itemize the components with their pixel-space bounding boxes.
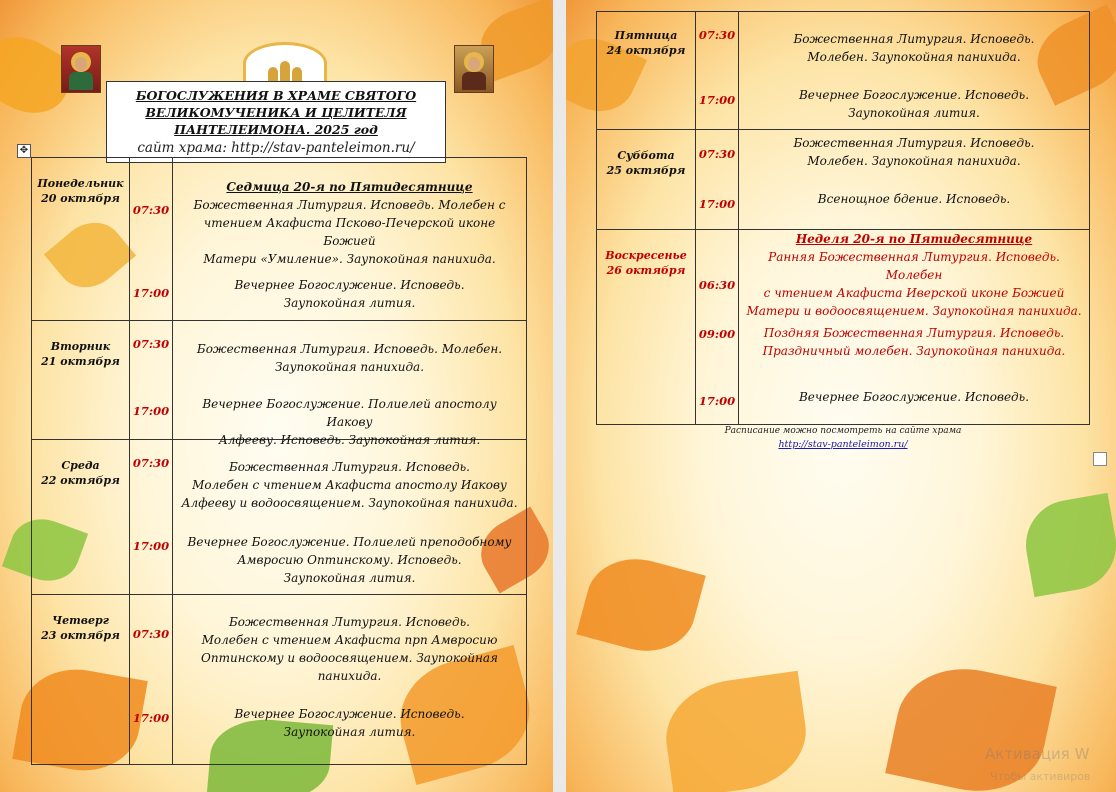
activation-watermark: Активация W bbox=[985, 745, 1090, 763]
title-line-3: ПАНТЕЛЕИМОНА. 2025 год bbox=[174, 122, 378, 137]
maple-leaf-decoration bbox=[576, 547, 706, 662]
time-cell bbox=[130, 158, 173, 321]
service-line: Заупокойная лития. bbox=[283, 296, 416, 310]
activation-watermark-sub: Чтобы активиров bbox=[990, 770, 1091, 783]
service-line: Божественная Литургия. Исповедь. Молебен. bbox=[196, 342, 503, 356]
service-block bbox=[179, 458, 520, 512]
service-time: 17:00 bbox=[132, 711, 170, 725]
service-line: Оптинскому и водоосвящением. Заупокойная bbox=[201, 651, 498, 665]
service-block bbox=[179, 340, 520, 376]
service-line: Алфееву и водоосвящением. Заупокойная панихида. bbox=[181, 496, 518, 510]
service-line: Праздничный молебен. Заупокойная панихида. bbox=[762, 344, 1066, 358]
service-line: Божественная Литургия. Исповедь. bbox=[228, 615, 470, 629]
service-block bbox=[745, 230, 1083, 320]
service-cell bbox=[739, 130, 1090, 230]
service-line: панихида. bbox=[317, 669, 382, 683]
table-row bbox=[32, 321, 527, 440]
time-cell bbox=[130, 440, 173, 595]
service-block bbox=[745, 324, 1083, 360]
day-name: Вторник bbox=[50, 340, 111, 353]
service-block bbox=[179, 613, 520, 685]
theotokos-icon bbox=[454, 45, 494, 93]
day-cell bbox=[32, 595, 130, 765]
day-name: Понедельник bbox=[37, 177, 124, 190]
service-block bbox=[745, 86, 1083, 122]
service-time: 17:00 bbox=[698, 197, 736, 211]
day-name: Пятница bbox=[614, 29, 678, 42]
service-block bbox=[179, 276, 520, 312]
footer-link-wrap bbox=[596, 439, 1090, 450]
service-time: 17:00 bbox=[132, 404, 170, 418]
service-line: Божественная Литургия. Исповедь. Молебен с bbox=[193, 198, 506, 212]
service-line: Вечернее Богослужение. Исповедь. bbox=[234, 278, 465, 292]
service-time: 17:00 bbox=[132, 539, 170, 553]
service-block bbox=[745, 30, 1083, 66]
service-line: Молебен. Заупокойная панихида. bbox=[807, 154, 1021, 168]
time-cell bbox=[130, 321, 173, 440]
day-cell bbox=[32, 158, 130, 321]
day-date: 24 октября bbox=[606, 44, 686, 57]
table-move-handle[interactable]: ✥ bbox=[17, 144, 31, 158]
service-line: Молебен. Заупокойная панихида. bbox=[807, 50, 1021, 64]
day-name: Суббота bbox=[617, 149, 675, 162]
service-line: чтением Акафиста Псково-Печерской иконе Божией bbox=[203, 216, 496, 248]
schedule-note: Расписание можно посмотреть на сайте храма bbox=[724, 426, 962, 436]
maple-leaf-decoration bbox=[659, 671, 813, 792]
day-cell bbox=[32, 440, 130, 595]
day-date: 25 октября bbox=[606, 164, 686, 177]
church-website: сайт храма: http://stav-panteleimon.ru/ bbox=[137, 140, 415, 156]
service-time: 07:30 bbox=[698, 28, 736, 42]
service-line: Всенощное бдение. Исповедь. bbox=[817, 192, 1011, 206]
day-cell bbox=[32, 321, 130, 440]
service-time: 17:00 bbox=[132, 286, 170, 300]
service-time: 07:30 bbox=[132, 337, 170, 351]
church-logo-icon bbox=[243, 42, 327, 85]
day-name: Воскресенье bbox=[605, 249, 687, 262]
service-block bbox=[745, 134, 1083, 170]
service-block bbox=[179, 178, 520, 268]
service-line: Божественная Литургия. Исповедь. bbox=[793, 136, 1035, 150]
service-line: Амвросию Оптинскому. Исповедь. bbox=[237, 553, 462, 567]
service-block bbox=[179, 705, 520, 741]
service-line: Божественная Литургия. Исповедь. bbox=[228, 460, 470, 474]
title-line-2: ВЕЛИКОМУЧЕНИКА И ЦЕЛИТЕЛЯ bbox=[145, 105, 407, 120]
service-cell bbox=[173, 321, 527, 447]
service-block bbox=[179, 533, 520, 587]
service-line: Матери и водоосвящением. Заупокойная панихида. bbox=[746, 304, 1082, 318]
service-line: Поздняя Божественная Литургия. Исповедь. bbox=[763, 326, 1065, 340]
website-link[interactable]: http://stav-panteleimon.ru/ bbox=[778, 439, 908, 450]
table-row bbox=[32, 440, 527, 595]
service-line: Вечернее Богослужение. Исповедь. bbox=[798, 88, 1030, 102]
saint-panteleimon-icon bbox=[61, 45, 101, 93]
day-date: 22 октября bbox=[41, 474, 120, 487]
time-cell bbox=[696, 12, 739, 130]
service-time: 06:30 bbox=[698, 278, 736, 292]
service-cell bbox=[173, 440, 527, 595]
schedule-table-page-1 bbox=[31, 157, 527, 765]
time-cell bbox=[696, 130, 739, 230]
service-line: Вечернее Богослужение. Полиелей апостолу Иакову bbox=[202, 397, 497, 429]
maple-leaf-decoration bbox=[1019, 493, 1116, 597]
service-line: Заупокойная лития. bbox=[283, 725, 416, 739]
service-line: Вечернее Богослужение. Исповедь. bbox=[234, 707, 465, 721]
table-row bbox=[32, 158, 527, 321]
day-date: 26 октября bbox=[606, 264, 686, 277]
service-cell bbox=[739, 12, 1090, 130]
time-cell bbox=[696, 230, 739, 425]
schedule-table-page-2 bbox=[596, 11, 1090, 425]
day-name: Четверг bbox=[52, 614, 109, 627]
service-line: Божественная Литургия. Исповедь. bbox=[793, 32, 1035, 46]
service-line: Молебен с чтением Акафиста прп Амвросию bbox=[201, 633, 498, 647]
day-name: Среда bbox=[61, 459, 100, 472]
service-time: 17:00 bbox=[698, 93, 736, 107]
day-date: 23 октября bbox=[41, 629, 120, 642]
day-cell bbox=[597, 130, 696, 230]
service-time: 07:30 bbox=[132, 203, 170, 217]
service-line: Заупокойная лития. bbox=[283, 571, 416, 585]
time-cell bbox=[130, 595, 173, 765]
service-line: Матери «Умиление». Заупокойная панихида. bbox=[203, 252, 496, 266]
table-row bbox=[597, 130, 1090, 230]
table-row bbox=[32, 595, 527, 765]
day-date: 21 октября bbox=[41, 355, 120, 368]
service-line: Алфееву. Исповедь. Заупокойная лития. bbox=[218, 433, 481, 447]
service-block bbox=[745, 388, 1083, 406]
document-page-1 bbox=[0, 0, 553, 792]
service-time: 17:00 bbox=[698, 394, 736, 408]
service-time: 09:00 bbox=[698, 327, 736, 341]
title-line-1: БОГОСЛУЖЕНИЯ В ХРАМЕ СВЯТОГО bbox=[135, 88, 417, 103]
service-block bbox=[745, 190, 1083, 208]
service-time: 07:30 bbox=[132, 456, 170, 470]
schedule-title-box bbox=[106, 81, 446, 163]
week-heading: Седмица 20-я по Пятидесятнице bbox=[226, 180, 473, 194]
day-date: 20 октября bbox=[41, 192, 120, 205]
service-line: Вечернее Богослужение. Исповедь. bbox=[798, 390, 1030, 404]
service-time: 07:30 bbox=[698, 147, 736, 161]
day-cell bbox=[597, 12, 696, 130]
week-heading: Неделя 20-я по Пятидесятнице bbox=[795, 232, 1033, 246]
service-time: 07:30 bbox=[132, 627, 170, 641]
day-cell bbox=[597, 230, 696, 425]
service-cell bbox=[173, 158, 527, 321]
table-row bbox=[597, 12, 1090, 130]
service-line: Заупокойная панихида. bbox=[274, 360, 425, 374]
service-line: Вечернее Богослужение. Полиелей преподобному bbox=[187, 535, 512, 549]
service-line: Ранняя Божественная Литургия. Исповедь. Молебен bbox=[768, 250, 1060, 282]
page-checkbox[interactable] bbox=[1093, 452, 1107, 466]
table-row bbox=[597, 230, 1090, 425]
service-cell bbox=[739, 230, 1090, 425]
service-line: с чтением Акафиста Иверской иконе Божией bbox=[763, 286, 1065, 300]
service-line: Молебен с чтением Акафиста апостолу Иакову bbox=[192, 478, 507, 492]
service-cell bbox=[173, 595, 527, 765]
service-line: Заупокойная лития. bbox=[848, 106, 980, 120]
